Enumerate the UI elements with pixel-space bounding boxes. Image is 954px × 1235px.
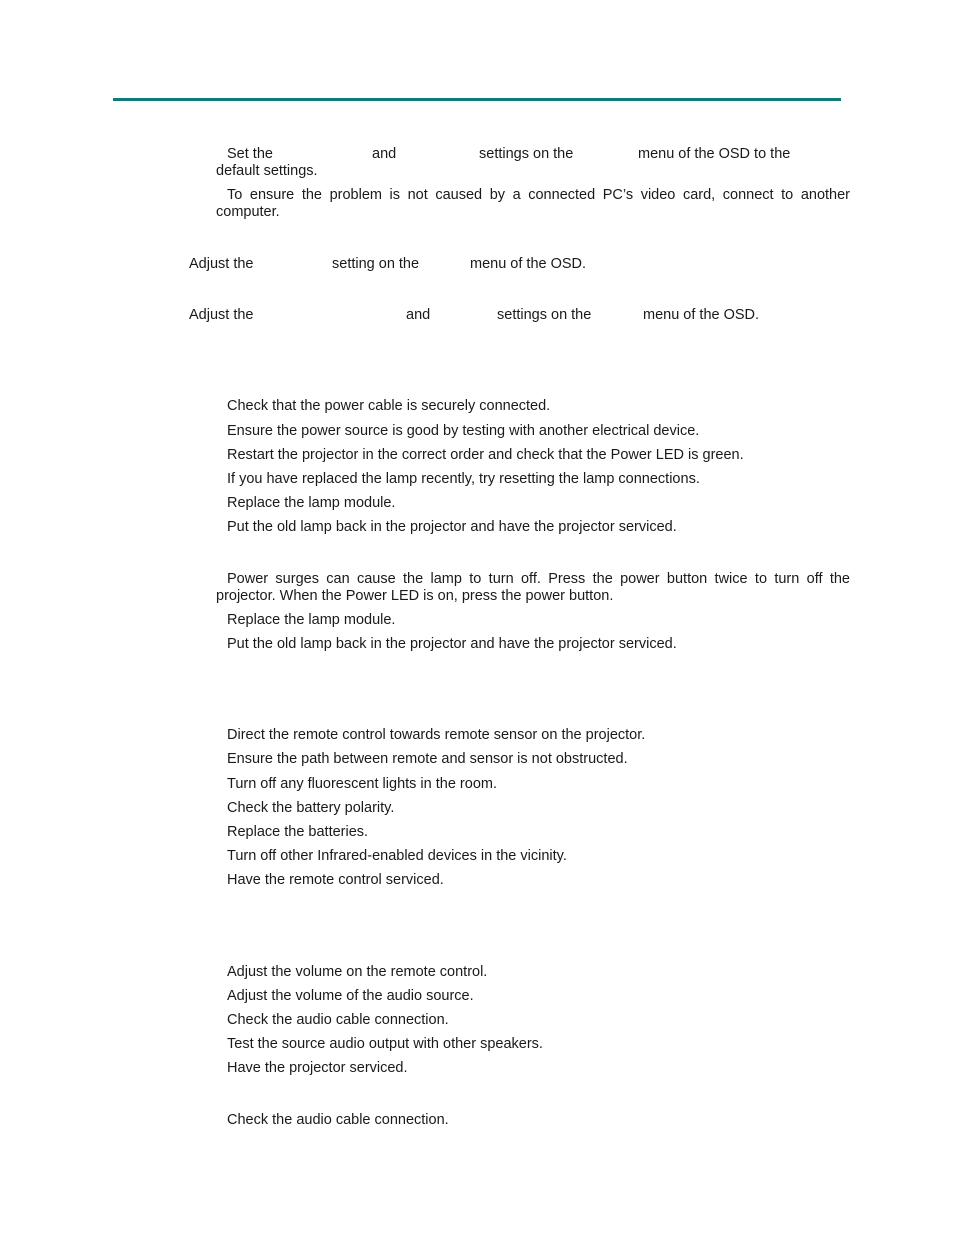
adjust-setting-text: setting on the: [332, 256, 420, 272]
osd-default-text: default settings.: [216, 163, 318, 179]
list-item: Direct the remote control towards remote sensor on the projector.: [227, 727, 646, 743]
header-rule: [113, 98, 841, 101]
list-item: Ensure the power source is good by testing with another electrical device.: [227, 423, 700, 439]
list-item: Have the remote control serviced.: [227, 872, 444, 888]
osd-default-text: settings on the: [479, 146, 574, 162]
power-surge-paragraph: [216, 571, 850, 605]
osd-default-text: and: [372, 146, 397, 162]
adjust-settings-text: Adjust the: [189, 307, 254, 323]
list-item: Adjust the volume of the audio source.: [227, 988, 474, 1004]
list-item: Replace the lamp module.: [227, 495, 396, 511]
video-card-paragraph: [216, 187, 850, 221]
osd-default-text: Set the: [227, 146, 273, 162]
list-item: Replace the batteries.: [227, 824, 369, 840]
adjust-settings-text: settings on the: [497, 307, 592, 323]
adjust-setting-text: menu of the OSD.: [470, 256, 587, 272]
list-item: Have the projector serviced.: [227, 1060, 408, 1076]
list-item: Replace the lamp module.: [227, 612, 396, 628]
list-item: Turn off other Infrared-enabled devices in the vicinity.: [227, 848, 567, 864]
adjust-setting-text: Adjust the: [189, 256, 254, 272]
list-item: Test the source audio output with other speakers.: [227, 1036, 543, 1052]
list-item: Check that the power cable is securely connected.: [227, 398, 551, 414]
list-item: Check the audio cable connection.: [227, 1012, 449, 1028]
list-item: Restart the projector in the correct order and check that the Power LED is green.: [227, 447, 744, 463]
power-surge-text: Power surges can cause the lamp to turn off. Press the power button twice to turn off the projector. When the Power LED is on, press the power button.: [216, 571, 850, 604]
list-item: Check the audio cable connection.: [227, 1112, 449, 1128]
osd-default-text: menu of the OSD to the: [638, 146, 791, 162]
list-item: Put the old lamp back in the projector and have the projector serviced.: [227, 519, 677, 535]
list-item: Check the battery polarity.: [227, 800, 395, 816]
list-item: Put the old lamp back in the projector and have the projector serviced.: [227, 636, 677, 652]
list-item: Turn off any fluorescent lights in the room.: [227, 776, 497, 792]
video-card-text: To ensure the problem is not caused by a connected PC’s video card, connect to another computer.: [216, 187, 850, 220]
adjust-settings-text: and: [406, 307, 431, 323]
adjust-settings-text: menu of the OSD.: [643, 307, 760, 323]
list-item: If you have replaced the lamp recently, try resetting the lamp connections.: [227, 471, 700, 487]
list-item: Adjust the volume on the remote control.: [227, 964, 488, 980]
list-item: Ensure the path between remote and sensor is not obstructed.: [227, 751, 628, 767]
